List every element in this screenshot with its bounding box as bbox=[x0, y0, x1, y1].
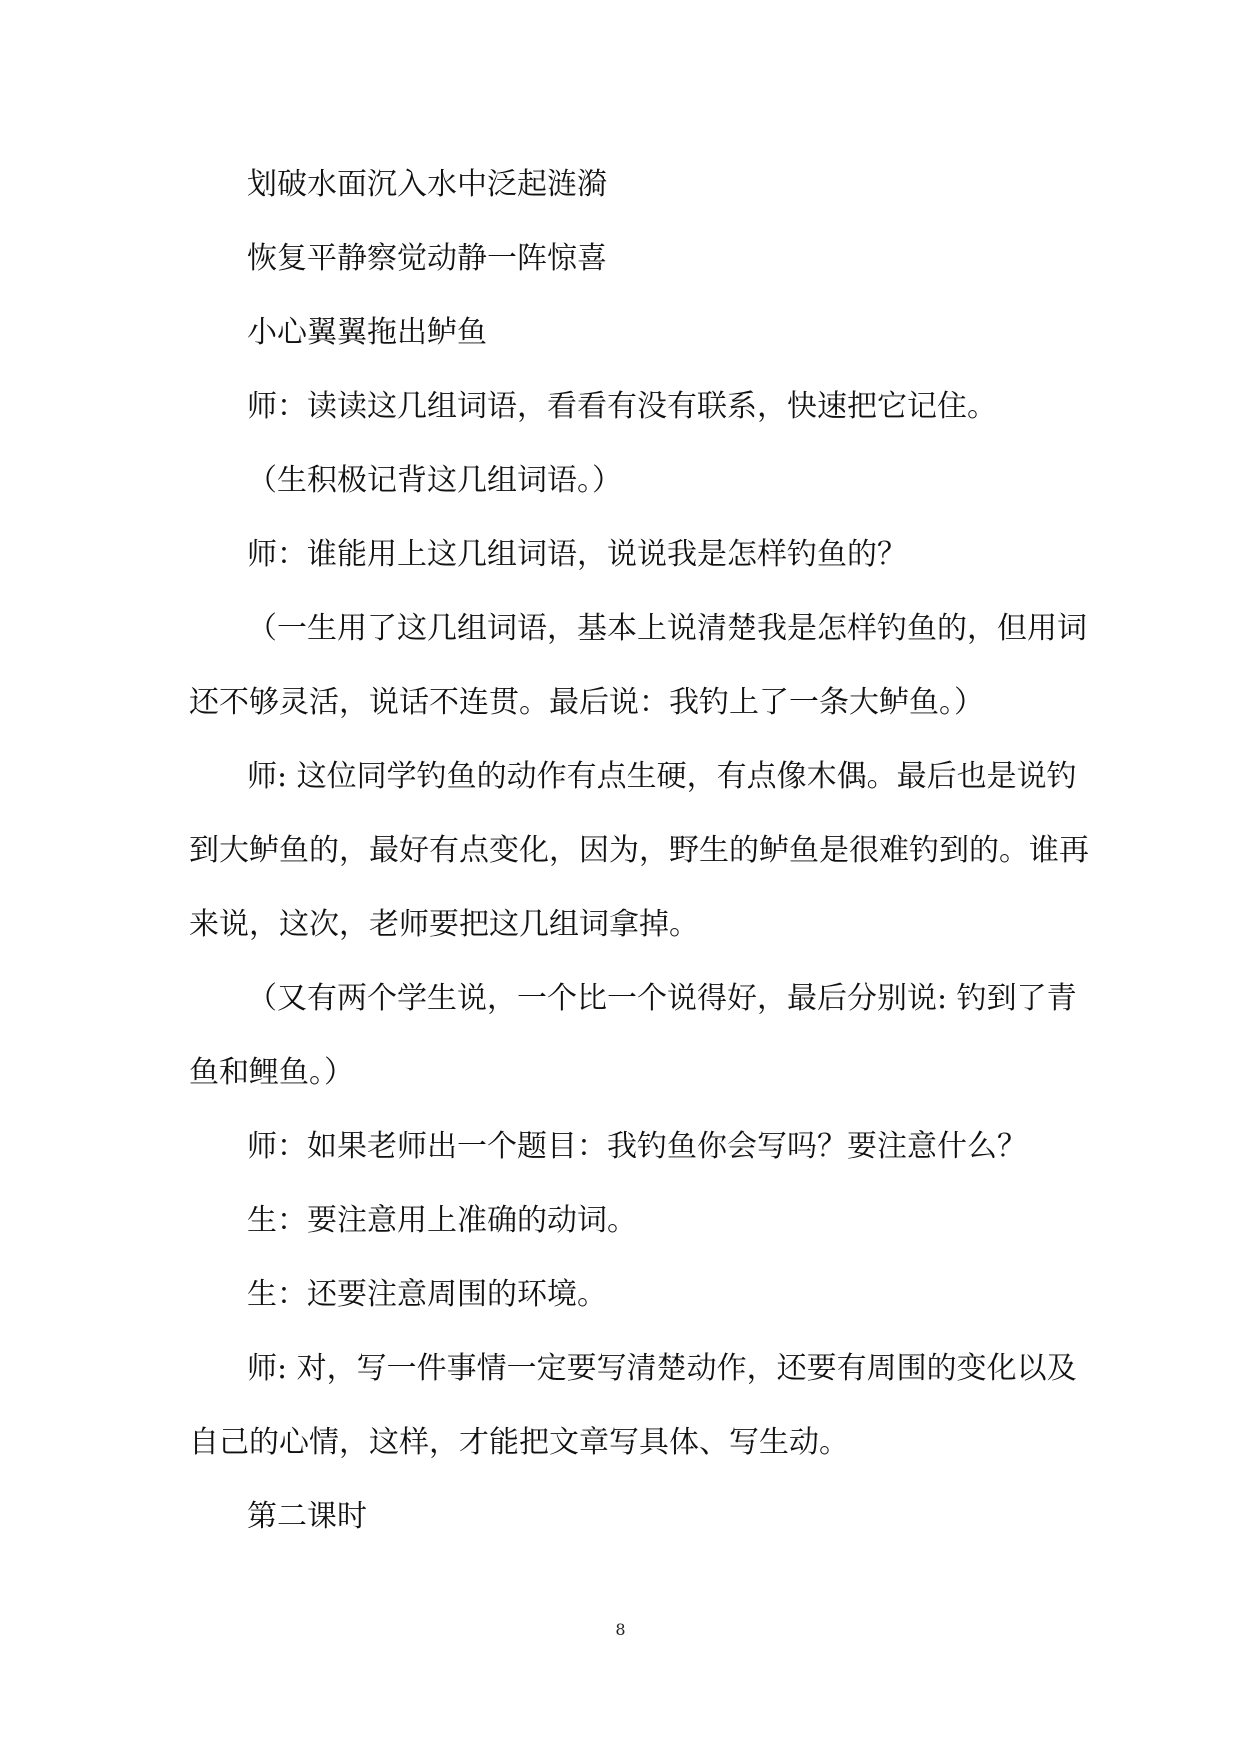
text-line: （一生用了这几组词语，基本上说清楚我是怎样钓鱼的，但用词 bbox=[247, 611, 1087, 646]
text-line: 恢复平静察觉动静一阵惊喜 bbox=[247, 241, 607, 276]
text-line: 来说，这次，老师要把这几组词拿掉。 bbox=[189, 907, 699, 942]
text-line: 师: 这位同学钓鱼的动作有点生硬，有点像木偶。最后也是说钓 bbox=[247, 759, 1077, 794]
text-line: 生：要注意用上准确的动词。 bbox=[247, 1203, 637, 1238]
text-line: 划破水面沉入水中泛起涟漪 bbox=[247, 167, 607, 202]
text-line: 师：如果老师出一个题目：我钓鱼你会写吗？要注意什么？ bbox=[247, 1129, 1027, 1164]
text-line: 到大鲈鱼的，最好有点变化，因为，野生的鲈鱼是很难钓到的。谁再 bbox=[189, 833, 1089, 868]
text-line: （生积极记背这几组词语。） bbox=[247, 463, 622, 498]
text-line: 鱼和鲤鱼。） bbox=[189, 1055, 354, 1090]
text-line: 还不够灵活，说话不连贯。最后说：我钓上了一条大鲈鱼。） bbox=[189, 685, 984, 720]
text-line: 小心翼翼拖出鲈鱼 bbox=[247, 315, 487, 350]
text-line: 自己的心情，这样，才能把文章写具体、写生动。 bbox=[189, 1425, 849, 1460]
document-body bbox=[189, 148, 1089, 1554]
text-line: 师：谁能用上这几组词语，说说我是怎样钓鱼的？ bbox=[247, 537, 907, 572]
page-number: 8 bbox=[615, 1620, 626, 1639]
text-line: 师: 对，写一件事情一定要写清楚动作，还要有周围的变化以及 bbox=[247, 1351, 1077, 1386]
text-line: 师：读读这几组词语，看看有没有联系，快速把它记住。 bbox=[247, 389, 997, 424]
text-line: 生：还要注意周围的环境。 bbox=[247, 1277, 607, 1312]
text-line: 第二课时 bbox=[247, 1499, 367, 1534]
text-line: （又有两个学生说，一个比一个说得好，最后分别说: 钓到了青 bbox=[247, 981, 1077, 1016]
